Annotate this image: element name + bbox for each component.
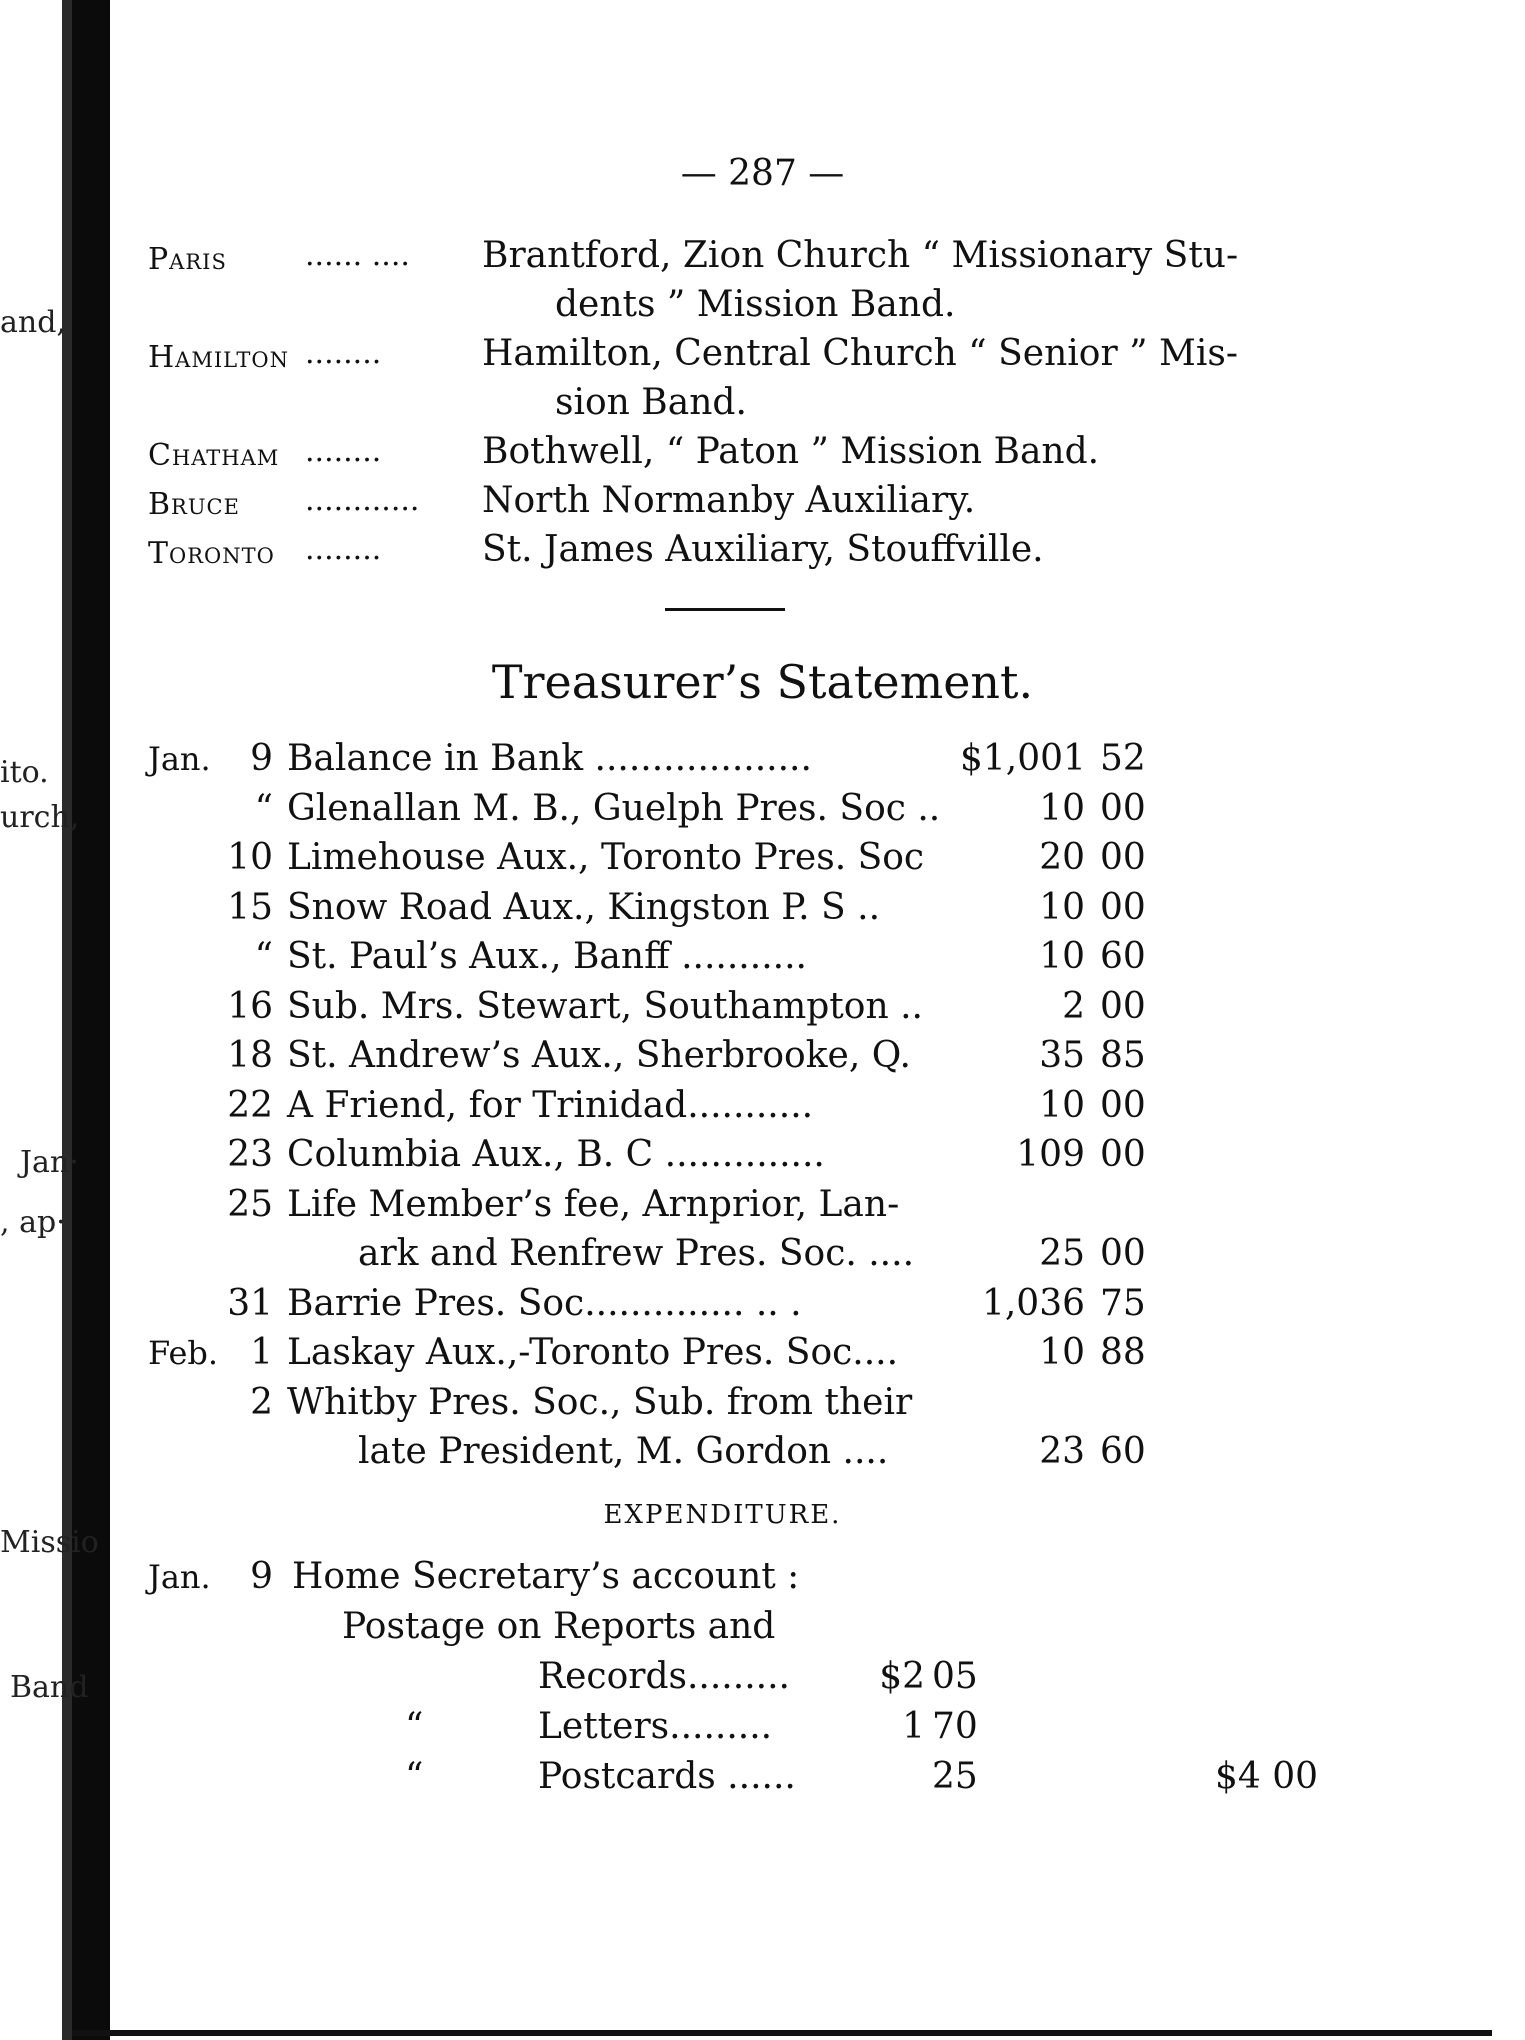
expenditure-sublabel: Postage on Reports and <box>342 1606 776 1647</box>
entry-cents: 00 <box>1100 1233 1146 1274</box>
margin-fragment: urch, <box>0 800 80 835</box>
entry-description: Glenallan M. B., Guelph Pres. Soc .. <box>287 787 941 829</box>
district-name: Toronto <box>148 536 275 571</box>
section-divider <box>665 608 785 611</box>
entry-dollars: 109 <box>1016 1134 1085 1175</box>
district-entry-text: St. James Auxiliary, Stouffville. <box>482 529 1044 570</box>
entry-dollars: 35 <box>1039 1035 1085 1076</box>
district-entry-text: Hamilton, Central Church “ Senior ” Mis- <box>482 333 1238 374</box>
entry-dollars: 1,036 <box>981 1282 1085 1324</box>
district-name: Hamilton <box>148 340 289 375</box>
entry-description: Sub. Mrs. Stewart, Southampton .. <box>287 985 923 1027</box>
entry-dollars: 10 <box>1039 936 1085 977</box>
entry-day: 18 <box>227 1035 273 1076</box>
district-leader: ........ <box>305 336 382 371</box>
entry-cents: 75 <box>1100 1282 1146 1324</box>
entry-dollars: 10 <box>1039 787 1085 829</box>
expenditure-total: $4 00 <box>1215 1756 1319 1797</box>
entry-day: 1 <box>250 1332 273 1373</box>
district-leader: ...... .... <box>305 238 410 273</box>
ditto-mark: “ <box>405 1706 424 1747</box>
expenditure-item-dollars: $2 <box>879 1656 925 1697</box>
entry-day: 15 <box>227 886 273 928</box>
district-entry-text: sion Band. <box>555 382 747 423</box>
entry-description: St. Paul’s Aux., Banff ........... <box>287 936 807 977</box>
entry-dollars: 25 <box>1039 1233 1085 1274</box>
expenditure-title: EXPENDITURE. <box>603 1500 842 1530</box>
entry-cents: 00 <box>1100 1084 1146 1126</box>
margin-fragment: , ap· <box>0 1205 66 1240</box>
margin-fragment: and, <box>0 305 66 340</box>
entry-cents: 85 <box>1100 1035 1146 1076</box>
entry-dollars: 2 <box>1062 985 1085 1027</box>
entry-day: 25 <box>227 1183 273 1225</box>
district-entry-text: Bothwell, “ Paton ” Mission Band. <box>482 431 1100 472</box>
book-spine <box>72 0 110 2040</box>
district-entry-text: Brantford, Zion Church “ Missionary Stu- <box>482 235 1239 276</box>
ditto-mark: “ <box>405 1756 424 1797</box>
entry-dollars: 10 <box>1039 1084 1085 1126</box>
entry-day: 9 <box>250 738 273 779</box>
expenditure-item-label: Postcards ...... <box>538 1756 796 1797</box>
entry-cents: 60 <box>1100 1431 1146 1472</box>
expenditure-item-cents: 05 <box>932 1656 978 1697</box>
entry-day: 10 <box>227 837 273 878</box>
expenditure-item-label: Records......... <box>538 1656 790 1697</box>
district-leader: ........ <box>305 434 382 469</box>
expenditure-day: 9 <box>250 1556 273 1597</box>
entry-description: late President, M. Gordon .... <box>358 1431 889 1472</box>
entry-cents: 00 <box>1100 985 1146 1027</box>
district-leader: ........ <box>305 532 382 567</box>
entry-day: 16 <box>227 985 273 1027</box>
entry-cents: 52 <box>1100 738 1146 779</box>
district-entry-text: North Normanby Auxiliary. <box>482 480 976 521</box>
entry-description: Columbia Aux., B. C .............. <box>287 1134 825 1175</box>
expenditure-month: Jan. <box>148 1558 211 1596</box>
entry-description: Snow Road Aux., Kingston P. S .. <box>287 886 881 928</box>
expenditure-item-cents: 25 <box>932 1756 978 1797</box>
district-name: Bruce <box>148 487 240 522</box>
page-bottom-edge <box>72 2030 1492 2036</box>
entry-dollars: 23 <box>1039 1431 1085 1472</box>
entry-description: Whitby Pres. Soc., Sub. from their <box>287 1381 913 1423</box>
entry-cents: 00 <box>1100 886 1146 928</box>
margin-fragment: Jan· <box>20 1145 79 1180</box>
entry-description: Barrie Pres. Soc.............. .. . <box>287 1282 802 1324</box>
entry-day: 22 <box>227 1084 273 1126</box>
entry-day: 31 <box>227 1282 273 1324</box>
entry-description: St. Andrew’s Aux., Sherbrooke, Q. <box>287 1035 911 1076</box>
expenditure-item-dollars: 1 <box>902 1706 925 1747</box>
district-leader: ............ <box>305 483 420 518</box>
entry-description: Balance in Bank ................... <box>287 738 812 779</box>
entry-day: 2 <box>250 1381 273 1423</box>
expenditure-label: Home Secretary’s account : <box>292 1556 800 1597</box>
entry-dollars: $1,001 <box>960 738 1086 779</box>
entry-dollars: 20 <box>1039 837 1085 878</box>
entry-description: A Friend, for Trinidad........... <box>287 1084 814 1126</box>
entry-cents: 88 <box>1100 1332 1146 1373</box>
entry-dollars: 10 <box>1039 886 1085 928</box>
entry-description: Limehouse Aux., Toronto Pres. Soc <box>287 837 925 878</box>
district-name: Paris <box>148 242 227 277</box>
entry-description: Laskay Aux.,-Toronto Pres. Soc.... <box>287 1332 899 1373</box>
entry-cents: 60 <box>1100 936 1146 977</box>
entry-month: Jan. <box>148 740 211 778</box>
entry-cents: 00 <box>1100 1134 1146 1175</box>
district-entry-text: dents ” Mission Band. <box>555 284 956 325</box>
entry-day: “ <box>254 787 273 829</box>
entry-cents: 00 <box>1100 787 1146 829</box>
expenditure-item-cents: 70 <box>932 1706 978 1747</box>
entry-cents: 00 <box>1100 837 1146 878</box>
margin-fragment: Missio <box>0 1525 99 1560</box>
entry-dollars: 10 <box>1039 1332 1085 1373</box>
expenditure-item-label: Letters......... <box>538 1706 773 1747</box>
margin-fragment: ito. <box>0 755 49 790</box>
entry-description: Life Member’s fee, Arnprior, Lan- <box>287 1183 900 1225</box>
page-number: — 287 — <box>680 153 845 194</box>
entry-day: “ <box>254 936 273 977</box>
statement-title: Treasurer’s Statement. <box>491 655 1034 709</box>
entry-month: Feb. <box>148 1334 219 1372</box>
margin-fragment: Band <box>10 1670 89 1705</box>
district-name: Chatham <box>148 438 280 473</box>
entry-description: ark and Renfrew Pres. Soc. .... <box>358 1233 915 1274</box>
entry-day: 23 <box>227 1134 273 1175</box>
